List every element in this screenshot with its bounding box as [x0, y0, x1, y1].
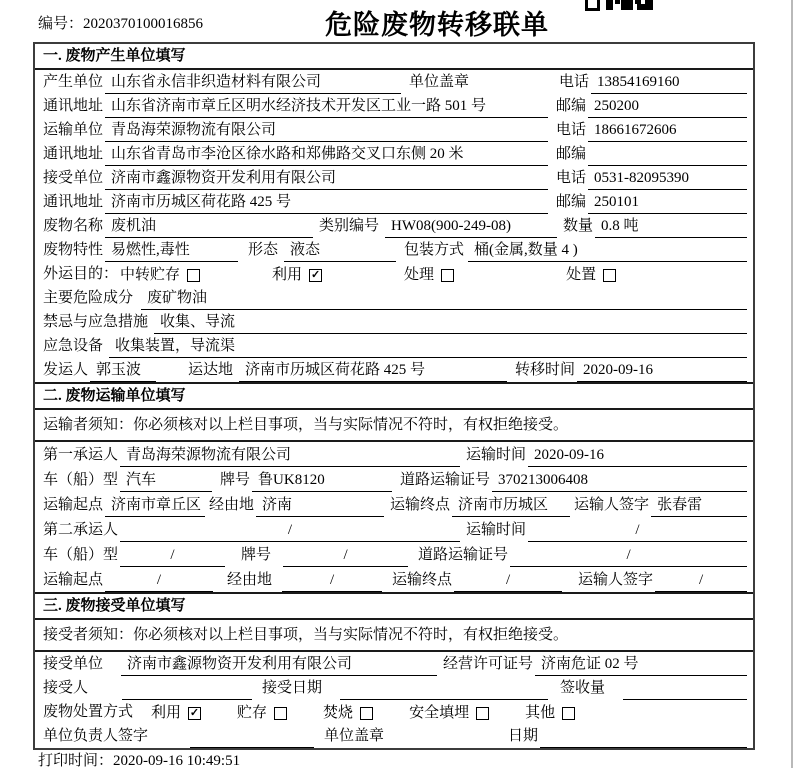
receiver-phone-value: 0531-82095390	[588, 169, 747, 190]
waste-property-label: 废物特性	[43, 242, 104, 258]
transporter-notice: 运输者须知：你必须核对以上栏目事项，当与实际情况不符时，有权拒绝接受。	[35, 410, 753, 442]
form-row	[41, 118, 747, 142]
origin-value: 济南市章丘区	[105, 496, 205, 517]
second-origin-value: /	[105, 571, 213, 592]
print-time-value: 2020-09-16 10:49:51	[113, 753, 241, 769]
accept-date-value	[340, 681, 548, 700]
transport-time-value: 2020-09-16	[528, 446, 747, 467]
vehicle-type-value: 汽车	[120, 471, 212, 492]
form-value: 液态	[284, 241, 396, 262]
carrier-signature-label: 运输人签字	[574, 497, 650, 513]
disposal-utilize-group	[151, 705, 201, 724]
section-receiver	[35, 592, 753, 748]
transporter-address-value: 山东省青岛市李沧区徐水路和郑佛路交叉口东侧 20 米	[105, 145, 548, 166]
second-via-value: /	[282, 571, 382, 592]
purpose-dispose-icon	[603, 269, 616, 282]
section-transporter-rows	[35, 442, 753, 592]
carrier-signature-value: 张春雷	[651, 496, 747, 517]
second-vehicle-type-value: /	[120, 546, 225, 567]
disposal-utilize-checked-icon: ✓	[189, 706, 200, 719]
receiver-postcode-value: 250101	[588, 193, 747, 214]
section-header-receiver: 三. 废物接受单位填写	[35, 592, 753, 620]
disposal-utilize-label: 利用	[151, 705, 182, 721]
origin-label: 运输起点	[43, 572, 104, 588]
transporter-postcode-value	[588, 147, 747, 166]
date-value	[540, 729, 747, 748]
disposal-method-label: 废物处置方式	[43, 704, 134, 720]
shipper-value: 郭玉波	[90, 361, 156, 382]
transporter-address-label: 通讯地址	[43, 146, 104, 162]
accept-date-label: 接受日期	[262, 680, 323, 696]
plate-label: 牌号	[220, 472, 251, 488]
receiver-unit-value: 济南市鑫源物资开发利用有限公司	[105, 169, 548, 190]
acceptor-label: 接受人	[43, 680, 89, 696]
second-carrier-value: /	[120, 521, 460, 542]
form-row	[41, 567, 747, 592]
form-row	[41, 442, 747, 467]
form-row	[41, 142, 747, 166]
origin-label: 运输起点	[43, 497, 104, 513]
endpoint-value: 济南市历城区	[452, 496, 570, 517]
form-label: 形态	[248, 242, 279, 258]
serial-number: 2020370100016856	[83, 16, 204, 32]
purpose-utilize-label: 利用	[272, 267, 303, 283]
second-plate-value: /	[283, 546, 408, 567]
qr-code-partial-icon	[585, 0, 653, 11]
unit-seal-label: 单位盖章	[324, 728, 385, 744]
form-row	[41, 262, 747, 286]
second-carrier-label: 第二承运人	[43, 522, 119, 538]
form-row	[41, 214, 747, 238]
license-label: 经营许可证号	[443, 656, 534, 672]
print-time-row	[38, 749, 240, 770]
category-code-value: HW08(900-249-08)	[385, 217, 557, 238]
manifest-form	[33, 42, 755, 750]
form-row	[41, 70, 747, 94]
form-row	[41, 334, 747, 358]
phone-label: 电话	[559, 74, 590, 90]
disposal-storage-label: 贮存	[237, 705, 268, 721]
section-producer-rows	[35, 70, 753, 382]
waste-name-label: 废物名称	[43, 218, 104, 234]
emergency-equipment-label: 应急设备	[43, 338, 104, 354]
quantity-value: 0.8 吨	[595, 217, 747, 238]
form-row	[41, 492, 747, 517]
disposal-other-group	[525, 705, 575, 724]
producer-postcode-value: 250200	[588, 97, 747, 118]
transport-time-label: 运输时间	[466, 447, 527, 463]
form-row	[41, 652, 747, 676]
form-row	[41, 190, 747, 214]
producer-address-value: 山东省济南市章丘区明水经济技术开发区工业一路 501 号	[105, 97, 548, 118]
transfer-time-value: 2020-09-16	[577, 361, 747, 382]
transporter-unit-value: 青岛海荣源物流有限公司	[105, 121, 548, 142]
carrier-signature-label: 运输人签字	[578, 572, 654, 588]
first-carrier-label: 第一承运人	[43, 447, 119, 463]
receiver-address-label: 通讯地址	[43, 194, 104, 210]
emergency-measures-label: 禁忌与应急措施	[43, 314, 149, 330]
emergency-equipment-value: 收集装置，导流渠	[109, 337, 747, 358]
hazard-component-label: 主要危险成分	[43, 290, 134, 306]
receiver-notice: 接受者须知：你必须核对以上栏目事项，当与实际情况不符时，有权拒绝接受。	[35, 620, 753, 652]
plate-label: 牌号	[241, 547, 272, 563]
section-header-transporter: 二. 废物运输单位填写	[35, 382, 753, 410]
producer-unit-value: 山东省永信非织造材料有限公司	[105, 73, 401, 94]
transport-time-label: 运输时间	[466, 522, 527, 538]
second-endpoint-value: /	[454, 571, 562, 592]
producer-unit-label: 产生单位	[43, 74, 104, 90]
second-carrier-signature-value: /	[655, 571, 747, 592]
receiver-unit-label: 接受单位	[43, 170, 104, 186]
disposal-landfill-group	[409, 705, 489, 724]
emergency-measures-value: 收集、导流	[154, 313, 747, 334]
section-receiver-rows	[35, 652, 753, 748]
disposal-incinerate-icon	[360, 707, 373, 720]
received-quantity-value	[623, 681, 747, 700]
acceptor-value	[122, 681, 252, 700]
purpose-transit-storage-label: 中转贮存	[120, 267, 181, 283]
vehicle-type-label: 车（船）型	[43, 472, 119, 488]
via-label: 经由地	[227, 572, 273, 588]
waste-property-value: 易燃性,毒性	[105, 241, 238, 262]
purpose-dispose-label: 处置	[566, 267, 597, 283]
form-row	[41, 517, 747, 542]
disposal-other-label: 其他	[525, 705, 556, 721]
shipper-label: 发运人	[43, 362, 89, 378]
transfer-purpose-label: 外运目的：	[43, 266, 119, 282]
form-row	[41, 310, 747, 334]
via-label: 经由地	[209, 497, 255, 513]
producer-phone-value: 13854169160	[591, 73, 747, 94]
purpose-treat-label: 处理	[404, 267, 435, 283]
purpose-utilize-group	[272, 267, 322, 286]
phone-label: 电话	[556, 122, 587, 138]
road-permit-label: 道路运输证号	[400, 472, 491, 488]
page-title: 危险废物转移联单	[325, 10, 549, 40]
disposal-storage-group	[237, 705, 287, 724]
quantity-label: 数量	[563, 218, 594, 234]
serial-number-row	[38, 12, 203, 33]
form-row	[41, 166, 747, 190]
second-road-permit-value: /	[510, 546, 747, 567]
plate-value: 鲁UK8120	[252, 471, 392, 492]
unit-seal-label: 单位盖章	[409, 74, 470, 90]
unit-head-signature-value	[190, 729, 314, 748]
road-permit-value: 370213006408	[492, 471, 747, 492]
page-edge-line	[791, 0, 793, 768]
accepting-unit-value: 济南市鑫源物资开发利用有限公司	[121, 655, 437, 676]
disposal-landfill-label: 安全填埋	[409, 705, 470, 721]
packaging-value: 桶(金属,数量 4 )	[468, 241, 747, 262]
section-header-producer: 一. 废物产生单位填写	[35, 44, 753, 70]
hazard-component-value: 废矿物油	[141, 289, 747, 310]
disposal-storage-icon	[274, 707, 287, 720]
vehicle-type-label: 车（船）型	[43, 547, 119, 563]
print-time-label: 打印时间：	[38, 753, 114, 769]
endpoint-label: 运输终点	[392, 572, 453, 588]
section-producer	[35, 44, 753, 382]
second-transport-time-value: /	[528, 521, 747, 542]
postcode-label: 邮编	[556, 98, 587, 114]
serial-label: 编号：	[38, 16, 84, 32]
form-row	[41, 700, 747, 724]
via-value: 济南	[256, 496, 384, 517]
form-row	[41, 94, 747, 118]
purpose-treat-icon	[441, 269, 454, 282]
disposal-incinerate-group	[323, 705, 373, 724]
received-quantity-label: 签收量	[560, 680, 606, 696]
postcode-label: 邮编	[556, 146, 587, 162]
transfer-time-label: 转移时间	[515, 362, 576, 378]
form-row	[41, 358, 747, 382]
category-code-label: 类别编号	[319, 218, 380, 234]
receiver-address-value: 济南市历城区荷花路 425 号	[105, 193, 548, 214]
postcode-label: 邮编	[556, 194, 587, 210]
purpose-dispose-group	[566, 267, 616, 286]
disposal-landfill-icon	[476, 707, 489, 720]
unit-head-signature-label: 单位负责人签字	[43, 728, 149, 744]
purpose-utilize-checked-icon: ✓	[310, 268, 321, 281]
destination-value: 济南市历城区荷花路 425 号	[239, 361, 507, 382]
license-value: 济南危证 02 号	[535, 655, 747, 676]
endpoint-label: 运输终点	[390, 497, 451, 513]
purpose-treat-group	[404, 267, 454, 286]
producer-address-label: 通讯地址	[43, 98, 104, 114]
transporter-unit-label: 运输单位	[43, 122, 104, 138]
packaging-label: 包装方式	[404, 242, 465, 258]
waste-name-value: 废机油	[105, 217, 313, 238]
transporter-phone-value: 18661672606	[588, 121, 747, 142]
form-row	[41, 542, 747, 567]
date-label: 日期	[508, 728, 539, 744]
road-permit-label: 道路运输证号	[418, 547, 509, 563]
form-row	[41, 238, 747, 262]
form-row	[41, 467, 747, 492]
first-carrier-value: 青岛海荣源物流有限公司	[120, 446, 460, 467]
accepting-unit-label: 接受单位	[43, 656, 104, 672]
purpose-transit-storage-group	[120, 267, 200, 286]
section-transporter	[35, 382, 753, 592]
purpose-transit-storage-icon	[187, 269, 200, 282]
disposal-other-icon	[562, 707, 575, 720]
form-row	[41, 724, 747, 748]
form-row	[41, 286, 747, 310]
form-row	[41, 676, 747, 700]
disposal-incinerate-label: 焚烧	[323, 705, 354, 721]
phone-label: 电话	[556, 170, 587, 186]
destination-label: 运达地	[188, 362, 234, 378]
